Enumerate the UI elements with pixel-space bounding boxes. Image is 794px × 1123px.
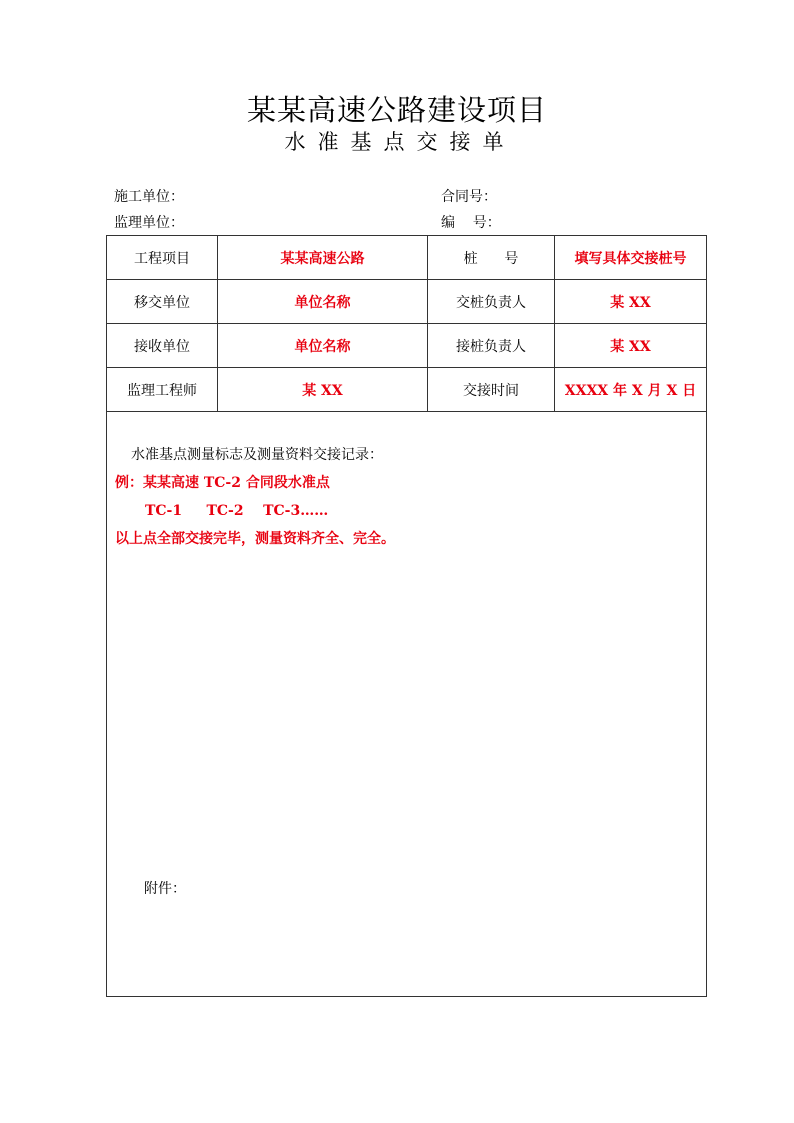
handover-time-value: XXXX 年 X 月 X 日 [555,368,707,412]
document-subtitle: 水准基点交接单 [284,130,516,154]
record-heading: 水准基点测量标志及测量资料交接记录： [131,447,383,463]
handover-time-label: 交接时间 [428,368,555,412]
station-label: 桩 号 [428,236,555,280]
construction-unit-label: 施工单位： [114,189,184,205]
supervision-unit-label: 监理单位： [114,215,184,231]
handover-person-value: 某 XX [555,280,707,324]
table-row [107,280,707,324]
receiving-unit-label: 接收单位 [107,324,218,368]
station-value: 填写具体交接桩号 [555,236,707,280]
receiving-person-label: 接桩负责人 [428,324,555,368]
handover-unit-label: 移交单位 [107,280,218,324]
project-value: 某某高速公路 [218,236,428,280]
record-example-line: 例：某某高速 TC-2 合同段水准点 [115,475,330,491]
handover-unit-value: 单位名称 [218,280,428,324]
receiving-unit-value: 单位名称 [218,324,428,368]
contract-no-label: 合同号： [441,189,497,205]
supervisor-label: 监理工程师 [107,368,218,412]
attachment-label: 附件： [144,881,186,897]
record-section [107,412,707,997]
table-row [107,368,707,412]
handover-person-label: 交桩负责人 [428,280,555,324]
table-row [107,236,707,280]
document-title: 某某高速公路建设项目 [246,93,547,127]
supervisor-value: 某 XX [218,368,428,412]
receiving-person-value: 某 XX [555,324,707,368]
record-summary-line: 以上点全部交接完毕，测量资料齐全、完全。 [115,531,395,547]
project-label: 工程项目 [107,236,218,280]
serial-no-label: 编 号： [441,215,501,231]
table-row [107,412,707,997]
record-points-line: TC-1 TC-2 TC-3…… [145,503,329,519]
table-row [107,324,707,368]
handover-form-table [106,235,707,997]
